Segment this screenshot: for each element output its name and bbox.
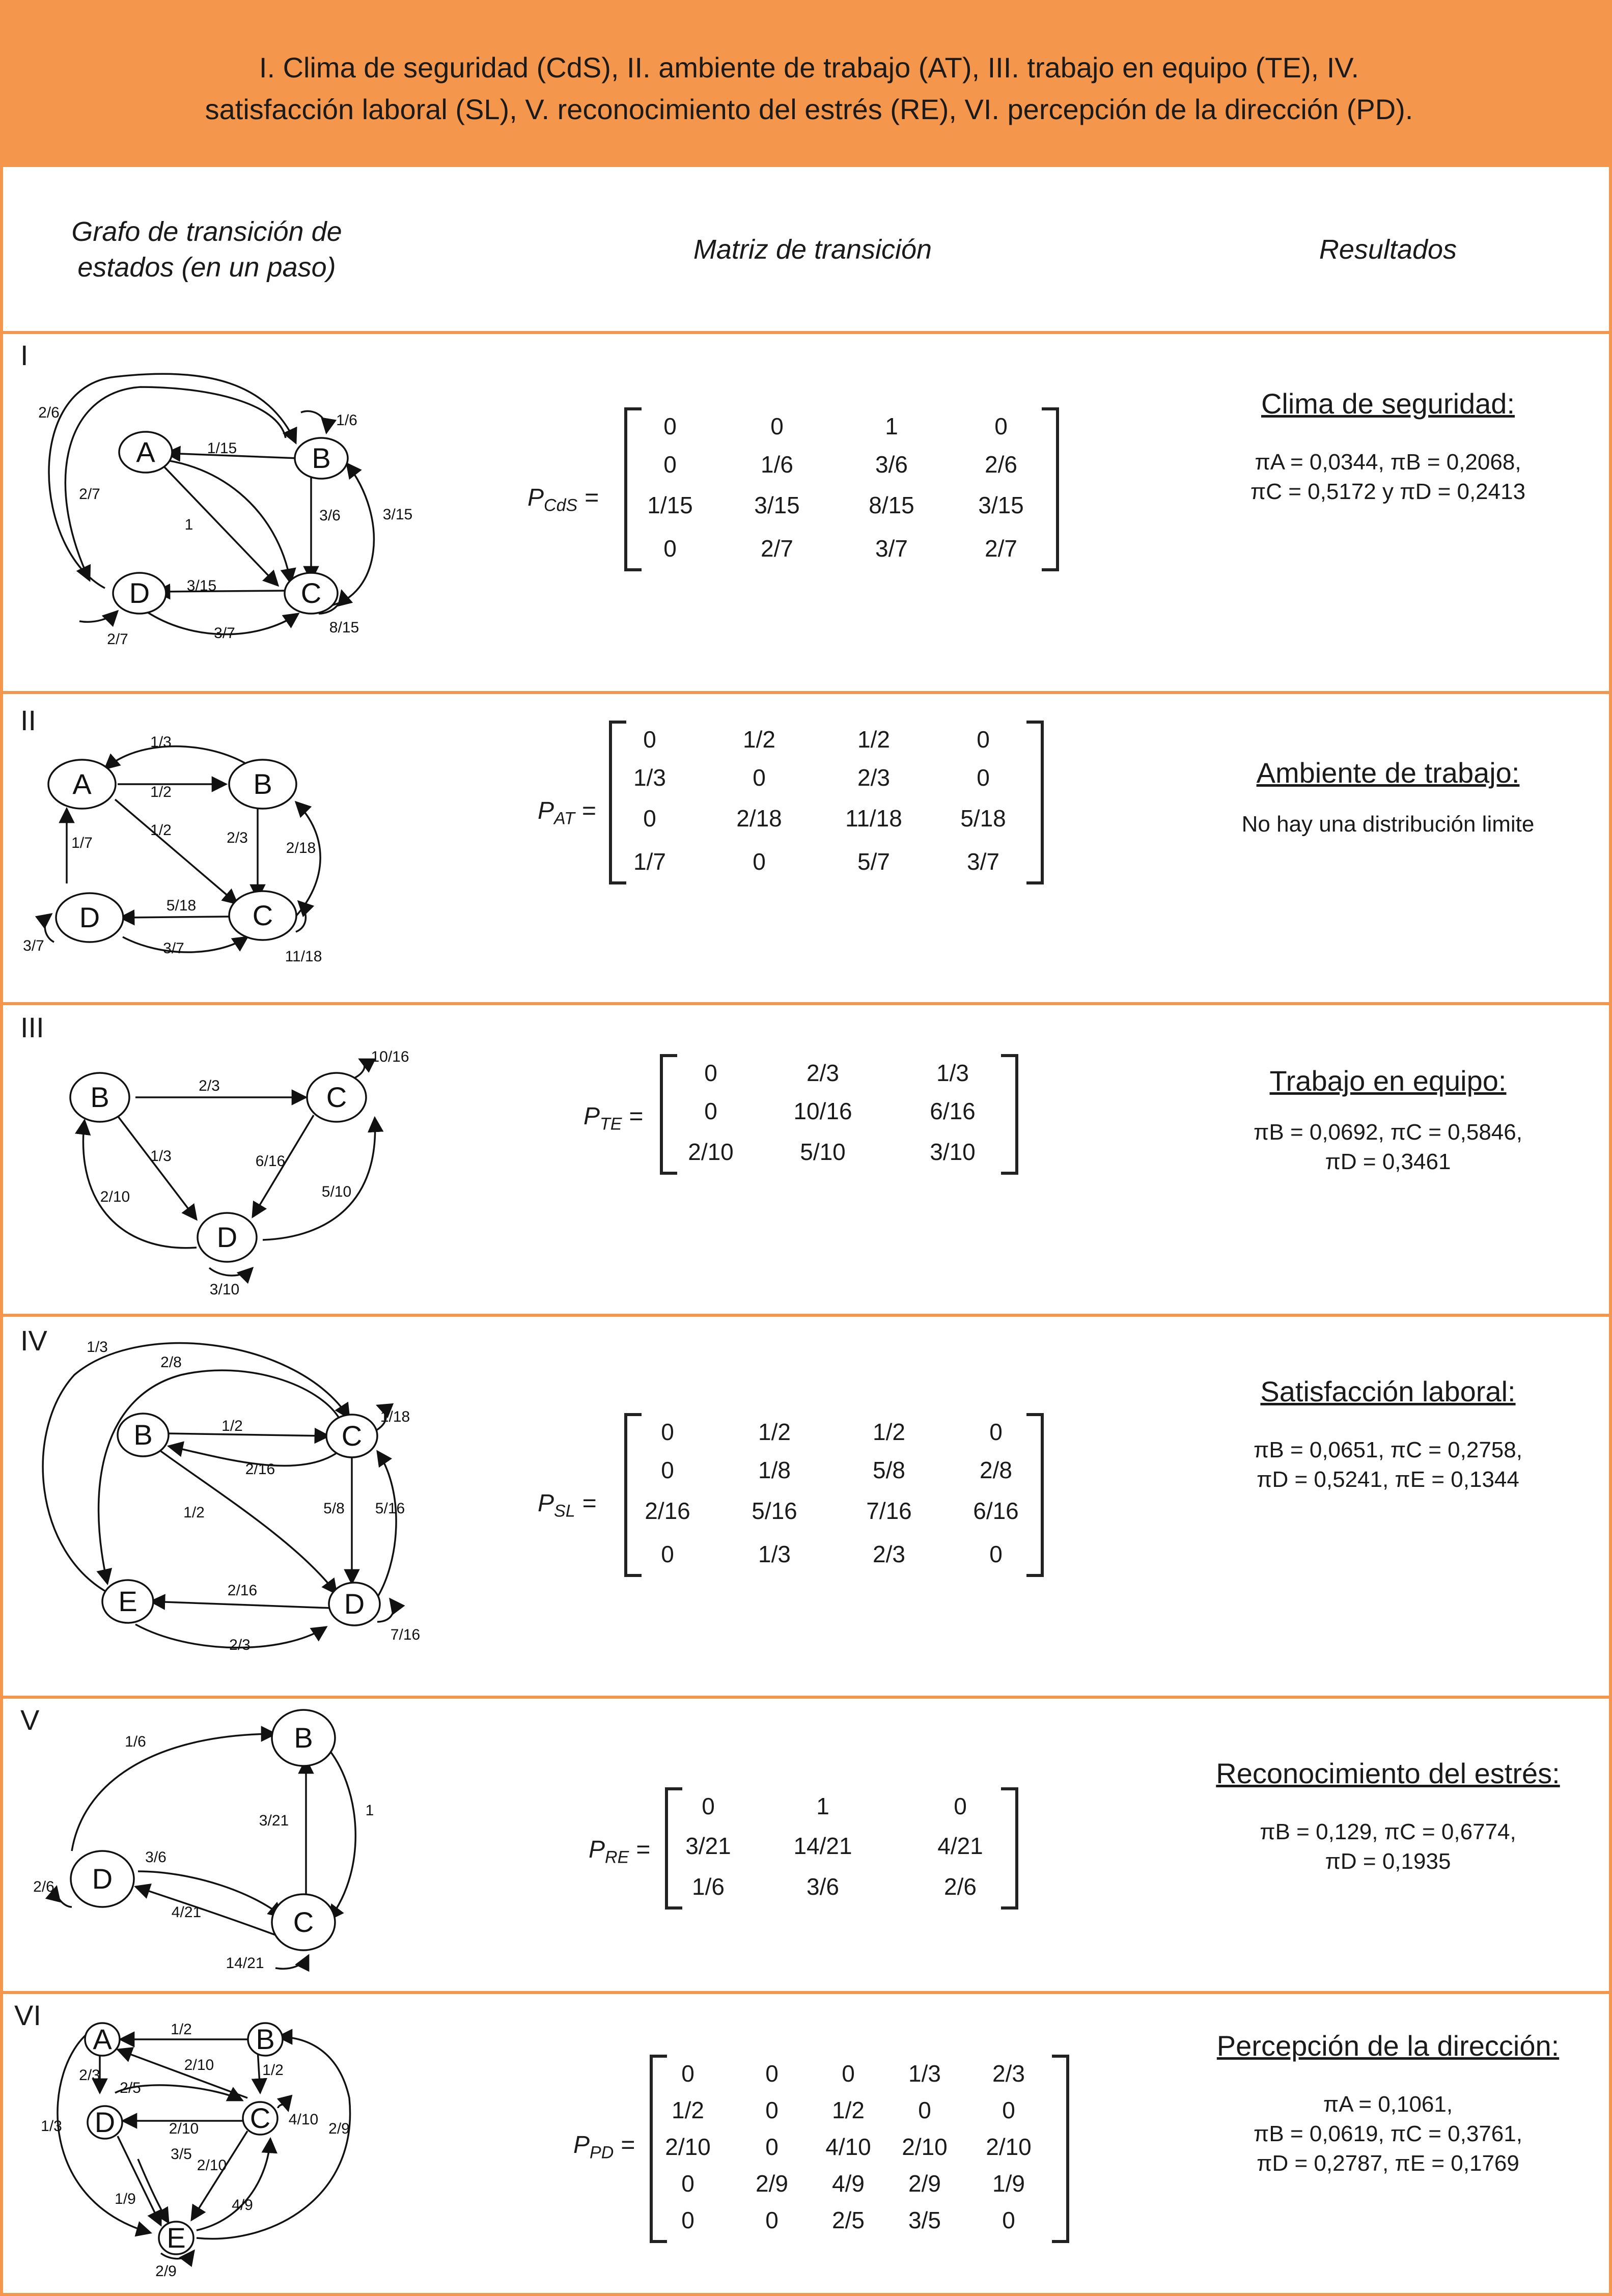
banner-line-2: satisfacción laboral (SL), V. reconocimiento del estrés (RE), VI. percepción de la dirección (PD). [205, 93, 1413, 125]
matrix-cell: 2/10 [665, 2134, 711, 2160]
graph-edge-label: 1/2 [150, 822, 172, 839]
graph-edge-label: 2/18 [286, 840, 316, 856]
matrix-name: $P_{RE}$ = [589, 1836, 650, 1867]
matrix-cell: 2/16 [645, 1498, 690, 1524]
matrix-cell: 1/6 [692, 1873, 725, 1900]
graph-edge-label: 1/2 [150, 784, 172, 800]
graph-edge-label: 2/3 [227, 829, 248, 846]
matrix-cell: 1/8 [758, 1457, 791, 1483]
matrix-name: $P_{SL}$ = [538, 1490, 596, 1521]
graph-edge-label: 2/6 [38, 404, 60, 421]
matrix-cell: 0 [842, 2060, 855, 2087]
matrix-cell: 2/5 [832, 2207, 865, 2233]
matrix-cell: 1/9 [992, 2170, 1025, 2197]
result-block [1164, 2029, 1612, 2178]
divider [3, 1696, 1612, 1699]
graph-edge-label: 1/3 [87, 1339, 108, 1356]
graph-edge-label: 3/7 [23, 937, 44, 954]
matrix-cell: 2/10 [986, 2134, 1032, 2160]
graph-edge-label: 2/10 [100, 1188, 130, 1205]
row-numeral: V [20, 1704, 40, 1736]
matrix-name: $P_{CdS}$ = [527, 484, 599, 515]
graph-edge-label: 3/21 [259, 1812, 289, 1829]
graph-node: C [249, 2102, 271, 2134]
column-header-results: Resultados [1319, 234, 1457, 265]
matrix-cell: 5/16 [752, 1498, 797, 1524]
graph-edge-label: 1/3 [41, 2118, 62, 2135]
matrix-cell: 2/3 [873, 1541, 905, 1567]
matrix-cell: 2/6 [944, 1873, 977, 1900]
graph-node: C [326, 1081, 347, 1113]
graph-edge-label: 1/3 [150, 734, 172, 751]
graph-edge-label: 1/2 [221, 1418, 243, 1434]
graph-edge-label: 2/3 [79, 2067, 100, 2084]
graph-edge-label: 2/16 [245, 1461, 275, 1478]
matrix-cell: 0 [661, 1541, 674, 1567]
result-line: πD = 0,1935 [1325, 1849, 1451, 1874]
matrix-cell: 4/9 [832, 2170, 865, 2197]
matrix-cell: 1/2 [743, 726, 775, 753]
matrix-cell: 0 [765, 2097, 779, 2123]
graph-iv [13, 1329, 451, 1685]
matrix-cell: 0 [753, 848, 766, 875]
matrix-cell: 3/15 [978, 492, 1024, 518]
matrix-cell: 0 [770, 413, 784, 439]
result-block [1164, 756, 1612, 839]
result-line: πB = 0,129, πC = 0,6774, [1260, 1819, 1516, 1844]
result-body [1164, 1817, 1612, 1876]
matrix-cell: 14/21 [793, 1833, 852, 1859]
matrix-cell: 1/6 [761, 451, 793, 478]
banner-text [34, 47, 1585, 130]
matrix-cell: 0 [977, 726, 990, 753]
banner-line-1: I. Clima de seguridad (CdS), II. ambiente de trabajo (AT), III. trabajo en equipo (TE), IV. [259, 51, 1359, 84]
matrix-cell: 1/7 [633, 848, 666, 875]
graph-edge-label: 3/6 [145, 1849, 166, 1866]
matrix-cell: 3/6 [875, 451, 908, 478]
graph-edge-label: 2/6 [33, 1878, 54, 1895]
graph-edge-label: 2/3 [229, 1637, 251, 1653]
result-line: πA = 0,0344, πB = 0,2068, [1255, 450, 1521, 475]
graph-node: B [253, 768, 272, 800]
matrix-cell: 0 [681, 2207, 694, 2233]
matrix-cell: 0 [643, 805, 656, 832]
graph-edge-label: 3/15 [186, 577, 217, 594]
matrix-cell: 7/16 [866, 1498, 912, 1524]
graph-edge-label: 1/6 [336, 412, 357, 429]
matrix-bracket-right [1001, 1054, 1018, 1175]
graph-node: D [344, 1588, 365, 1620]
result-line: πB = 0,0651, πC = 0,2758, [1254, 1437, 1522, 1462]
matrix-cell: 0 [663, 451, 677, 478]
graph-node: C [252, 899, 273, 931]
graph-iii [13, 1039, 451, 1309]
matrix-cell: 2/7 [985, 535, 1017, 562]
matrix-cell: 1/3 [936, 1060, 969, 1086]
matrix-cell: 0 [977, 764, 990, 791]
graph-edge-label: 2/10 [184, 2057, 214, 2073]
graph-edge-label: 1/7 [71, 835, 93, 851]
graph-edge-label: 14/21 [226, 1955, 264, 1972]
result-line: πD = 0,2787, πE = 0,1769 [1257, 2151, 1519, 2176]
result-block [1164, 1757, 1612, 1876]
matrix-cell: 2/3 [807, 1060, 839, 1086]
matrix-cell: 0 [661, 1419, 674, 1445]
graph-edge-label: 2/10 [197, 2157, 227, 2174]
matrix-cell: 6/16 [930, 1098, 976, 1124]
result-block [1164, 1375, 1612, 1495]
graph-edge-label: 1/3 [150, 1148, 172, 1165]
matrix-cell: 1/3 [633, 764, 666, 791]
graph-edge-label: 3/7 [214, 625, 235, 642]
graph-edge-label: 1 [184, 516, 193, 533]
result-title: Percepción de la dirección: [1216, 2030, 1560, 2062]
result-line: πD = 0,5241, πE = 0,1344 [1257, 1467, 1519, 1492]
matrix-cell: 0 [1002, 2207, 1015, 2233]
graph-edge-label: 3/5 [171, 2146, 192, 2163]
graph-node: D [129, 577, 150, 609]
graph-node: C [300, 577, 322, 609]
graph-node: D [216, 1221, 238, 1253]
column-header-graph-line1: Grafo de transición de [71, 216, 342, 247]
matrix-cell: 2/7 [761, 535, 793, 562]
graph-edge-label: 5/10 [321, 1183, 352, 1200]
graph-edge-label: 3/7 [163, 940, 184, 957]
matrix-cell: 2/18 [736, 805, 782, 832]
graph-edge-label: 2/9 [328, 2120, 350, 2137]
matrix-cell: 0 [704, 1060, 717, 1086]
graph-edge-label: 2/7 [107, 631, 128, 648]
result-block [1164, 387, 1612, 507]
graph-edge-label: 4/9 [232, 2197, 253, 2214]
result-title: Reconocimiento del estrés: [1216, 1757, 1560, 1789]
divider [3, 1002, 1612, 1005]
matrix-cell: 10/16 [793, 1098, 852, 1124]
matrix-cell: 3/6 [807, 1873, 839, 1900]
graph-edge-label: 2/16 [227, 1582, 258, 1599]
matrix-cell: 0 [765, 2207, 779, 2233]
result-line: πC = 0,5172 y πD = 0,2413 [1250, 479, 1526, 504]
matrix-cell: 2/9 [908, 2170, 941, 2197]
matrix-bracket-right [1001, 1787, 1018, 1910]
divider [3, 691, 1612, 694]
result-body [1164, 1435, 1612, 1495]
result-title: Clima de seguridad: [1261, 388, 1515, 420]
matrix-cell: 4/10 [825, 2134, 871, 2160]
matrix-cell: 3/15 [754, 492, 800, 518]
graph-edge-label: 5/16 [375, 1500, 405, 1517]
row-numeral: IV [20, 1324, 47, 1357]
graph-edge-label: 4/21 [171, 1904, 202, 1921]
graph-edge-label: 2/8 [160, 1354, 182, 1371]
matrix-cell: 2/9 [756, 2170, 788, 2197]
row-numeral: II [20, 704, 37, 736]
result-body [1164, 1118, 1612, 1177]
title-banner [3, 0, 1612, 167]
result-body [1164, 810, 1612, 839]
matrix-cell: 0 [765, 2134, 779, 2160]
matrix-cell: 3/5 [908, 2207, 941, 2233]
result-line: πB = 0,0619, πC = 0,3761, [1254, 2121, 1522, 2146]
graph-node: B [294, 1722, 313, 1754]
graph-edge-label: 5/18 [166, 897, 197, 914]
matrix-cell: 5/18 [960, 805, 1006, 832]
matrix-name: $P_{PD}$ = [573, 2132, 635, 2163]
matrix-cell: 3/10 [930, 1139, 976, 1165]
matrix-cell: 0 [643, 726, 656, 753]
graph-edge-label: 1/2 [183, 1504, 205, 1521]
matrix-cell: 1/2 [758, 1419, 791, 1445]
matrix-bracket-right [1042, 407, 1059, 571]
matrix-cell: 1/2 [857, 726, 890, 753]
graph-v [13, 1703, 451, 1983]
graph-node: A [72, 768, 92, 800]
matrix-cell: 0 [663, 535, 677, 562]
matrix-cell: 2/3 [857, 764, 890, 791]
matrix-cell: 0 [702, 1793, 715, 1819]
graph-edge-label: 2/7 [79, 486, 100, 503]
matrix-cell: 3/21 [685, 1833, 731, 1859]
matrix-cell: 0 [954, 1793, 967, 1819]
matrix-cell: 0 [681, 2170, 694, 2197]
graph-node: D [94, 2106, 116, 2138]
matrix-cell: 0 [989, 1419, 1003, 1445]
matrix-cell: 0 [918, 2097, 931, 2123]
matrix-cell: 3/7 [875, 535, 908, 562]
result-body [1164, 448, 1612, 507]
matrix-cell: 1 [816, 1793, 829, 1819]
graph-edge-label: 3/15 [382, 506, 413, 523]
graph-edge-label: 1/6 [125, 1733, 146, 1750]
matrix-name: $P_{AT}$ = [538, 797, 596, 828]
matrix-name: $P_{TE}$ = [583, 1103, 643, 1134]
graph-edge-label: 3/6 [319, 507, 341, 524]
graph-edge-label: 6/16 [255, 1153, 286, 1170]
result-body [1164, 2090, 1612, 2178]
matrix-cell: 0 [994, 413, 1008, 439]
graph-node: B [133, 1419, 153, 1451]
column-header-graph-line2: estados (en un paso) [77, 252, 336, 283]
matrix-cell: 1/2 [832, 2097, 865, 2123]
graph-node: B [90, 1081, 109, 1113]
graph-vi [13, 2006, 451, 2291]
result-title: Trabajo en equipo: [1269, 1065, 1507, 1097]
matrix-cell: 0 [753, 764, 766, 791]
result-title: Ambiente de trabajo: [1256, 757, 1520, 789]
result-line: πB = 0,0692, πC = 0,5846, [1254, 1120, 1522, 1145]
matrix-cell: 0 [765, 2060, 779, 2087]
matrix-bracket-right [1052, 2055, 1069, 2243]
graph-edge-label: 11/18 [285, 948, 322, 965]
matrix-bracket-right [1026, 721, 1044, 884]
graph-i [13, 356, 451, 672]
column-header-graph [34, 214, 380, 285]
column-header-matrix: Matriz de transición [693, 234, 932, 265]
graph-node: B [256, 2023, 275, 2055]
graph-edge-label: 1/15 [207, 440, 237, 457]
divider [3, 1991, 1612, 1994]
matrix-cell: 1/15 [647, 492, 693, 518]
matrix-cell: 0 [661, 1457, 674, 1483]
graph-ii [13, 718, 451, 983]
graph-edge-label: 2/5 [120, 2080, 141, 2096]
result-line: No hay una distribución limite [1241, 812, 1535, 837]
divider [3, 331, 1612, 334]
matrix-cell: 1/2 [873, 1419, 905, 1445]
graph-edge-label: 10/16 [371, 1048, 409, 1065]
matrix-cell: 0 [704, 1098, 717, 1124]
graph-edge-label: 1/2 [171, 2021, 192, 2038]
graph-node: A [136, 436, 155, 468]
graph-node: D [92, 1863, 113, 1895]
matrix-cell: 1/2 [672, 2097, 704, 2123]
matrix-cell: 2/10 [688, 1139, 734, 1165]
matrix-cell: 0 [663, 413, 677, 439]
row-numeral: III [20, 1011, 44, 1043]
row-numeral: VI [14, 1999, 41, 2031]
matrix-cell: 1/3 [758, 1541, 791, 1567]
graph-edge-label: 4/10 [288, 2111, 319, 2128]
graph-edge-label: 1/18 [380, 1408, 410, 1425]
result-block [1164, 1064, 1612, 1177]
matrix-cell: 4/21 [937, 1833, 983, 1859]
matrix-cell: 1 [885, 413, 898, 439]
graph-edge-label: 2/10 [169, 2120, 199, 2137]
graph-edge-label: 7/16 [390, 1626, 421, 1643]
graph-edge-label: 1/2 [262, 2062, 284, 2079]
matrix-cell: 0 [989, 1541, 1003, 1567]
matrix-cell: 0 [681, 2060, 694, 2087]
row-numeral: I [20, 339, 29, 371]
result-line: πA = 0,1061, [1323, 2092, 1453, 2117]
matrix-cell: 5/10 [800, 1139, 846, 1165]
matrix-cell: 1/3 [908, 2060, 941, 2087]
matrix-cell: 2/3 [992, 2060, 1025, 2087]
result-title: Satisfacción laboral: [1260, 1375, 1516, 1407]
graph-edge-label: 2/3 [199, 1077, 220, 1094]
graph-node: B [312, 442, 331, 474]
matrix-cell: 2/8 [980, 1457, 1012, 1483]
graph-edge-label: 3/10 [209, 1281, 240, 1298]
matrix-cell: 11/18 [845, 805, 902, 832]
divider [3, 1314, 1612, 1317]
graph-edge-label: 1/9 [115, 2191, 136, 2207]
graph-edge-label: 5/8 [323, 1500, 345, 1517]
matrix-cell: 5/7 [857, 848, 890, 875]
graph-edge-label: 8/15 [329, 619, 359, 636]
matrix-cell: 0 [1002, 2097, 1015, 2123]
matrix-cell: 8/15 [869, 492, 914, 518]
matrix-cell: 5/8 [873, 1457, 905, 1483]
graph-node: E [166, 2222, 186, 2254]
graph-node: A [93, 2023, 112, 2055]
graph-node: C [341, 1420, 363, 1452]
graph-edge-label: 1 [365, 1802, 374, 1819]
matrix-cell: 2/6 [985, 451, 1017, 478]
matrix-cell: 3/7 [967, 848, 999, 875]
graph-node: C [293, 1906, 314, 1938]
result-line: πD = 0,3461 [1325, 1149, 1451, 1174]
graph-edge-label: 2/9 [155, 2263, 177, 2280]
matrix-cell: 2/10 [902, 2134, 948, 2160]
matrix-cell: 6/16 [973, 1498, 1019, 1524]
graph-node: E [118, 1585, 137, 1617]
graph-node: D [79, 901, 100, 933]
